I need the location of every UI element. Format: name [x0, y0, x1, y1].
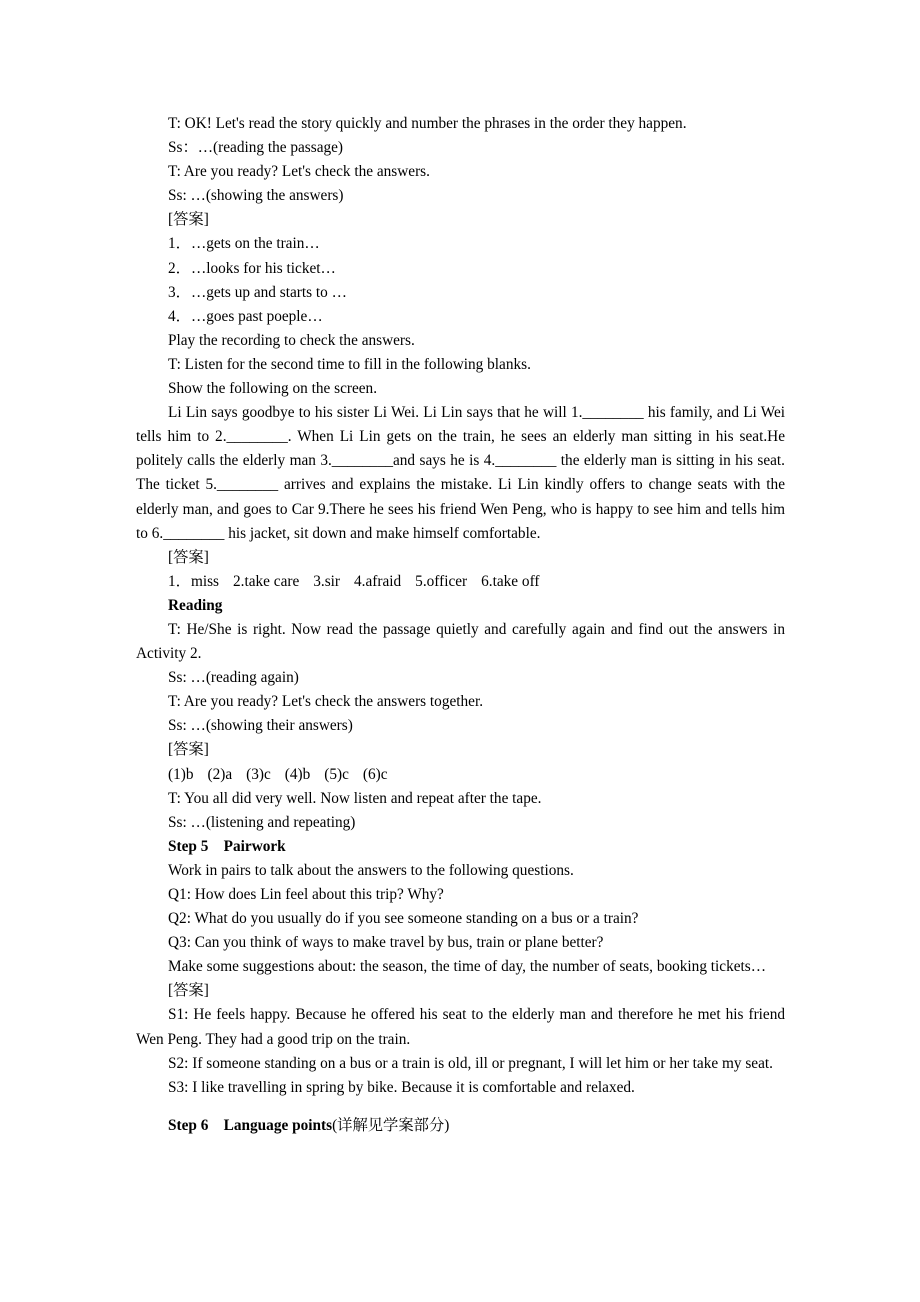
answer-item: (3)c [246, 765, 271, 783]
question: Q2: What do you usually do if you see someone standing on a bus or a train? [168, 910, 639, 928]
reading-answers [136, 763, 785, 787]
answer-item: (4)b [284, 765, 311, 783]
answer-item: 1．miss [168, 572, 219, 590]
answer-item: 4．…goes past poeple… [168, 307, 323, 325]
text-line: Ss：…(reading the passage) [168, 139, 344, 157]
answer-label: [答案] [168, 741, 209, 759]
answer-paragraph: S2: If someone standing on a bus or a train is old, ill or pregnant, I will let him or her take my seat. [168, 1054, 773, 1072]
text-line: Work in pairs to talk about the answers to the following questions. [168, 861, 574, 879]
text-line: T: Listen for the second time to fill in the following blanks. [168, 355, 531, 373]
text-line: T: Are you ready? Let's check the answers together. [168, 693, 484, 711]
question: Q3: Can you think of ways to make travel by bus, train or plane better? [168, 934, 604, 952]
answer-paragraph: S1: He feels happy. Because he offered his seat to the elderly man and therefore he met his friend Wen Peng. They had a good trip on the train. [136, 1006, 785, 1048]
answer-label: [答案] [168, 211, 209, 229]
section-heading-step5: Step 5 Pairwork [168, 837, 286, 855]
text-line: Play the recording to check the answers. [168, 331, 415, 349]
answer-item: (5)c [324, 765, 349, 783]
text-line: T: You all did very well. Now listen and repeat after the tape. [168, 789, 542, 807]
text-line: T: Are you ready? Let's check the answers. [168, 163, 430, 181]
question: Q1: How does Lin feel about this trip? Why? [168, 886, 444, 903]
answer-item: (1)b [168, 765, 194, 783]
section-heading-reading: Reading [168, 596, 223, 614]
answer-item: 5.officer [415, 572, 468, 590]
text-line: Ss: …(showing their answers) [168, 717, 353, 735]
text-line: Ss: …(listening and repeating) [168, 813, 356, 831]
text-line: Ss: …(reading again) [168, 669, 299, 687]
answer-item: 3.sir [313, 572, 341, 590]
text-line: Ss: …(showing the answers) [168, 187, 344, 205]
answer-label: [答案] [168, 982, 209, 1000]
blank-answers [136, 570, 785, 594]
answer-item: 2．…looks for his ticket… [168, 259, 336, 277]
text-paragraph: T: He/She is right. Now read the passage quietly and carefully again and find out the answers in Activity 2. [136, 620, 785, 663]
text-line: Show the following on the screen. [168, 380, 378, 398]
answer-item: 4.afraid [354, 572, 402, 590]
answer-item: 1．…gets on the train… [168, 235, 320, 253]
answer-item: 6.take off [481, 572, 540, 590]
text-line: T: OK! Let's read the story quickly and number the phrases in the order they happen. [168, 115, 687, 132]
step6-note: (详解见学案部分) [332, 1116, 450, 1134]
step6-title: Step 6 Language points [168, 1116, 333, 1134]
fill-blank-passage: Li Lin says goodbye to his sister Li Wei. Li Lin says that he will 1.________ his family, and Li Wei tells him to 2.________. When Li Lin gets on the train, he sees an elderly man sitting in his seat.He politely calls the elderly man 3.________and says he is 4.________ the elderly man is sitting in his seat. The ticket 5.________ arrives and explains the mistake. Li Lin kindly offers to change seats with the elderly man, and goes to Car 9.There he sees his friend Wen Peng, who is happy to see him and tells him to 6.________ his jacket, sit down and make himself comfortable. [136, 404, 785, 542]
answer-item: 2.take care [233, 572, 300, 590]
section-heading-step6 [136, 1114, 785, 1138]
answer-item: (6)c [362, 765, 388, 783]
answer-item: 3．…gets up and starts to … [168, 283, 347, 301]
answer-item: (2)a [207, 765, 233, 783]
answer-paragraph: S3: I like travelling in spring by bike. Because it is comfortable and relaxed. [168, 1078, 635, 1096]
document-page [136, 112, 785, 1138]
answer-label: [答案] [168, 548, 209, 566]
text-paragraph: Make some suggestions about: the season, the time of day, the number of seats, booking tickets… [168, 958, 767, 976]
